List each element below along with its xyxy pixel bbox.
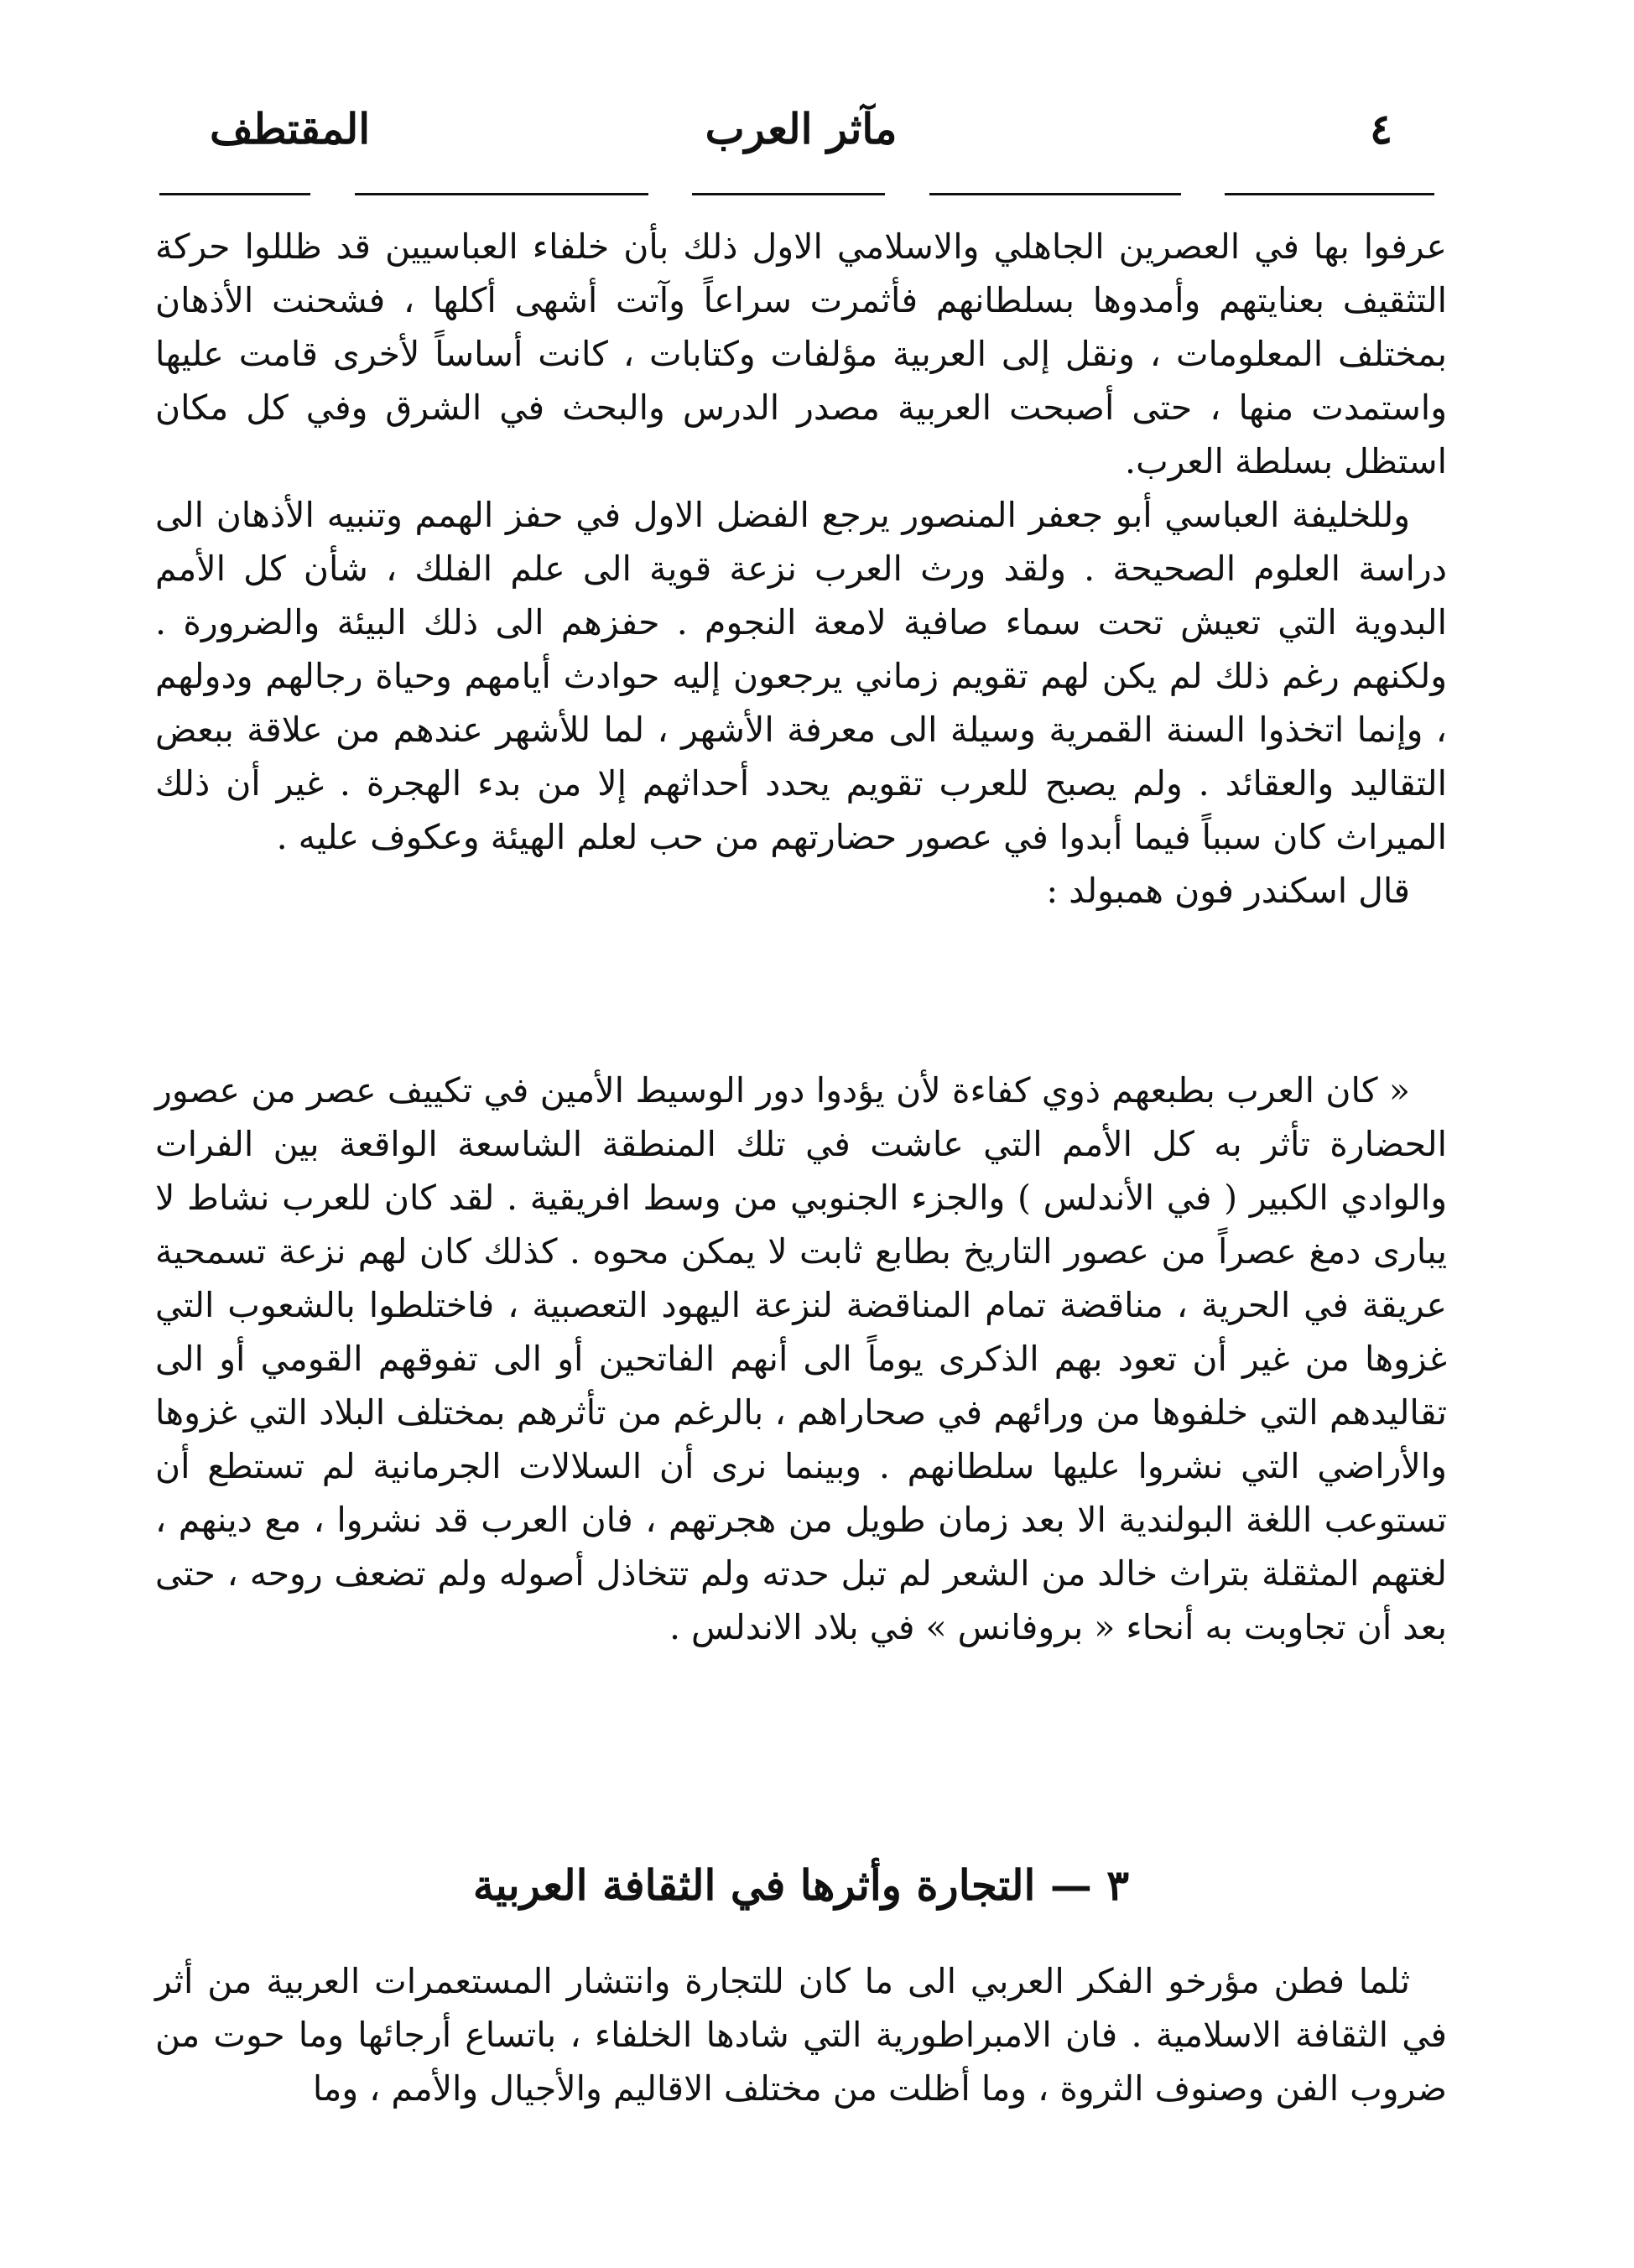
rule-segment [692, 193, 885, 195]
paragraph: عرفوا بها في العصرين الجاهلي والاسلامي الاول ذلك بأن خلفاء العباسيين قد ظللوا حركة التثقيف بعنايتهم وأمدوها بسلطانهم فأثمرت سراعاً وآتت أشهى أكلها ، فشحنت الأذهان بمختلف المعلومات ، ونقل إلى العربية مؤلفات وكتابات ، كانت أساساً لأخرى قامت عليها واستمدت منها ، حتى أصبحت العربية مصدر الدرس والبحث في الشرق وفي كل مكان استظل بسلطة العرب. [155, 226, 1447, 481]
page-header [210, 99, 1392, 166]
journal-name: المقتطف [210, 104, 371, 153]
rule-segment [355, 193, 648, 195]
page-number: ٤ [1370, 104, 1392, 153]
rule-segment [1225, 193, 1434, 195]
section-heading: ٣ — التجارة وأثرها في الثقافة العربية [472, 1860, 1130, 1910]
paragraph: وللخليفة العباسي أبو جعفر المنصور يرجع الفضل الاول في حفز الهمم وتنبيه الأذهان الى دراسة العلوم الصحيحة . ولقد ورث العرب نزعة قوية الى علم الفلك ، شأن كل الأمم البدوية التي تعيش تحت سماء صافية لامعة النجوم . حفزهم الى ذلك البيئة والضرورة . ولكنهم رغم ذلك لم يكن لهم تقويم زماني يرجعون إليه حوادث أيامهم وحياة رجالهم ودولهم ، وإنما اتخذوا السنة القمرية وسيلة الى معرفة الأشهر ، لما للأشهر عندهم من علاقة ببعض التقاليد والعقائد . ولم يصبح للعرب تقويم يحدد أحداثهم إلا من بدء الهجرة . غير أن ذلك الميراث كان سبباً فيما أبدوا في عصور حضارتهم من حب لعلم الهيئة وعكوف عليه . [155, 495, 1447, 857]
paragraph: قال اسكندر فون همبولد : [1046, 871, 1410, 911]
block-quote [155, 1064, 1447, 1654]
quote-paragraph: « كان العرب بطبعهم ذوي كفاءة لأن يؤدوا دور الوسيط الأمين في تكييف عصر من عصور الحضارة تأثر به كل الأمم التي عاشت في تلك المنطقة الشاسعة الواقعة بين الفرات والوادي الكبير ( في الأندلس ) والجزء الجنوبي من وسط افريقية . لقد كان للعرب نشاط لا يبارى دمغ عصراً من عصور التاريخ بطابع ثابت لا يمكن محوه . كذلك كان لهم نزعة تسمحية عريقة في الحرية ، مناقضة تمام المناقضة لنزعة اليهود التعصبية ، فاختلطوا بالشعوب التي غزوها من غير أن تعود بهم الذكرى يوماً الى أنهم الفاتحين أو الى تفوقهم القومي أو الى تقاليدهم التي خلفوها من ورائهم في صحاراهم ، بالرغم من تأثرهم بمختلف البلاد التي غزوها والأراضي التي نشروا عليها سلطانهم . وبينما نرى أن السلالات الجرمانية لم تستطع أن تستوعب اللغة البولندية الا بعد زمان طويل من هجرتهم ، فان العرب قد نشروا ، مع دينهم ، لغتهم المثقلة بتراث خالد من الشعر لم تبل حدته ولم تتخاذل أصوله ولم تضعف روحه ، حتى بعد أن تجاوبت به أنحاء « بروفانس » في بلاد الاندلس . [155, 1070, 1447, 1647]
header-rule [159, 191, 1434, 196]
running-title: مآثر العرب [705, 104, 898, 153]
rule-segment [929, 193, 1181, 195]
body-section-trade [155, 1954, 1447, 2115]
paragraph: ثلما فطن مؤرخو الفكر العربي الى ما كان للتجارة وانتشار المستعمرات العربية من أثر في الثقافة الاسلامية . فان الامبراطورية التي شادها الخلفاء ، باتساع أرجائها وما حوت من ضروب الفن وصنوف الثروة ، وما أظلت من مختلف الاقاليم والأجيال والأمم ، وما [155, 1961, 1447, 2109]
body-section-intro [155, 220, 1447, 918]
rule-segment [159, 193, 310, 195]
